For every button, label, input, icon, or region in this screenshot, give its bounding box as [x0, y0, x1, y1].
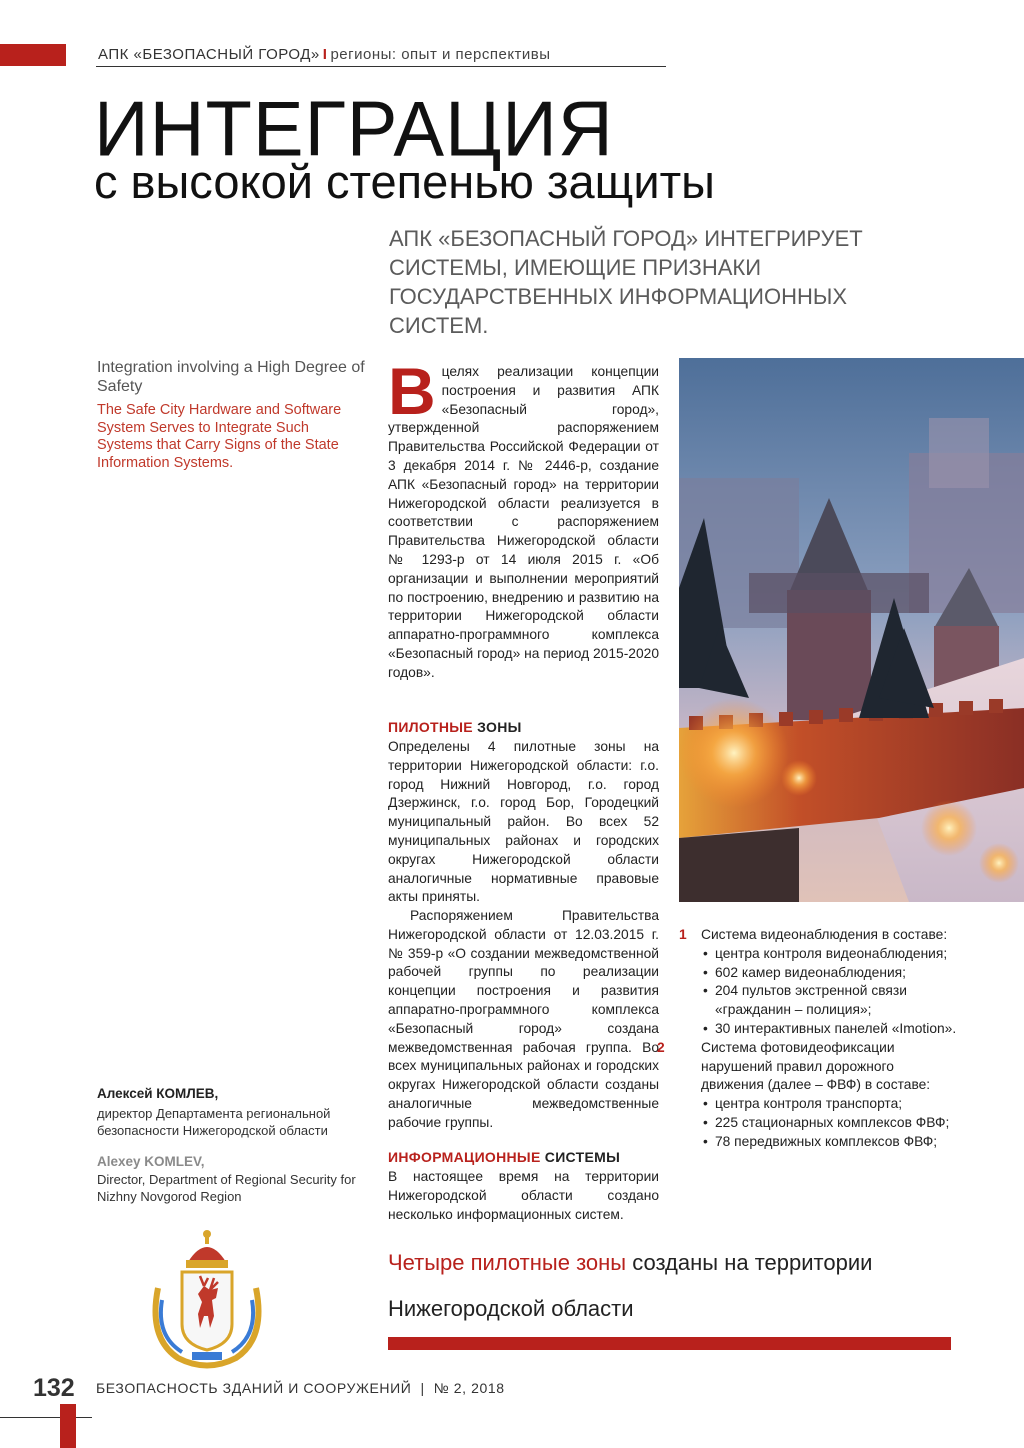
author-name: Алексей КОМЛЕВ,	[97, 1086, 219, 1101]
article-subtitle: с высокой степенью защиты	[94, 155, 715, 208]
header-rule	[96, 66, 666, 67]
list-item	[679, 926, 959, 1039]
bullet-item: • центра контроля видеонаблюдения;	[703, 945, 959, 964]
heading-red-part: ИНФОРМАЦИОННЫЕ	[388, 1149, 541, 1165]
author-position: директор Департамента региональной безопасности Нижегородской области	[97, 1106, 331, 1138]
article-paragraph-2: Определены 4 пилотные зоны на территории Нижегородской области: г.о. город Нижний Новгород, г.о. город Дзержинск, г.о. город Бор, Городецкий муниципальный район. Во всех 52 муниципальных районах и городских округах Нижегородской области аналогичные нормативные правовые акты приняты.	[388, 739, 659, 905]
list-item-text: Система видеонаблюдения в составе:	[701, 927, 948, 942]
running-header	[98, 46, 551, 63]
footer-accent-block	[60, 1404, 76, 1448]
list-number: 1	[679, 927, 687, 942]
footer-divider: |	[420, 1380, 425, 1396]
english-subtitle: The Safe City Hardware and Software System Serves to Integrate Such Systems that Carry Signs of the State Information Systems.	[97, 402, 342, 471]
drop-cap: В	[388, 354, 436, 428]
bullet-item: • центра контроля транспорта;	[703, 1095, 959, 1114]
bullet-item: • 30 интерактивных панелей «Imotion».	[703, 1020, 959, 1039]
bullet-item: • 78 передвижных комплексов ФВФ;	[703, 1133, 959, 1152]
footer-rule	[0, 1417, 92, 1418]
article-lead: АПК «БЕЗОПАСНЫЙ ГОРОД» ИНТЕГРИРУЕТ СИСТЕМЫ, ИМЕЮЩИЕ ПРИЗНАКИ ГОСУДАРСТВЕННЫХ ИНФОРМАЦИОННЫХ СИСТЕМ.	[389, 226, 863, 338]
list-item-text: Система фотовидеофиксации нарушений правил дорожного движения (далее – ФВФ) в составе:	[701, 1039, 931, 1093]
pull-quote-highlight: Четыре пилотные зоны	[388, 1250, 627, 1275]
bullet-item: • 225 стационарных комплексов ФВФ;	[703, 1114, 959, 1133]
heading-rest-part: ЗОНЫ	[472, 719, 522, 735]
section-heading-info-systems	[388, 1149, 620, 1165]
english-title: Integration involving a High Degree of Safety	[97, 359, 365, 395]
paragraph-1-text: целях реализации концепции построения и развития АПК «Безопасный город», утвержденной распоряжением Правительства Российской Федерации от 3 декабря 2014 г. № 2446-р, создание АПК «Безопасный город» на территории Нижегородской области реализуется в соответствии с распоряжением Правительства Нижегородской области № 1293-р от 14 июля 2015 г. «Об организации и выполнении мероприятий по построению, внедрению и развитию на территории Нижегородской области аппаратно-программного комплекса «Безопасный город» на период 2015-2020 годов».	[388, 364, 659, 680]
footer-journal	[96, 1380, 505, 1396]
bullet-list	[679, 1095, 959, 1151]
author-position-en: Director, Department of Regional Security for Nizhny Novgorod Region	[97, 1172, 356, 1204]
kremlin-photo	[679, 358, 1024, 902]
journal-name: БЕЗОПАСНОСТЬ ЗДАНИЙ И СООРУЖЕНИЙ	[96, 1380, 412, 1396]
list-number: 2	[657, 1039, 665, 1055]
bullet-list	[679, 945, 959, 1039]
heading-rest-part: СИСТЕМЫ	[540, 1149, 621, 1165]
bullet-item: • 602 камер видеонаблюдения;	[703, 964, 959, 983]
kremlin-photo-image	[679, 358, 1024, 902]
article-paragraph-4: В настоящее время на территории Нижегородской области создано несколько информационных систем.	[388, 1169, 659, 1222]
author-name-en: Alexey KOMLEV,	[97, 1154, 205, 1169]
section-heading-pilot-zones	[388, 719, 522, 735]
coat-of-arms-icon	[148, 1228, 266, 1370]
page-number: 132	[33, 1374, 75, 1402]
header-separator: I	[322, 46, 328, 63]
pull-quote-bar	[388, 1337, 951, 1350]
list-item	[657, 1039, 959, 1152]
bullet-item: • 204 пультов экстренной связи «гражданин – полиция»;	[703, 982, 959, 1020]
systems-list	[657, 926, 959, 1152]
journal-issue: № 2, 2018	[433, 1380, 505, 1396]
heading-red-part: ПИЛОТНЫЕ	[388, 719, 473, 735]
pull-quote-text: созданы на территории Нижегородской области	[388, 1250, 873, 1321]
header-accent-block	[0, 44, 66, 66]
article-paragraph-1	[388, 354, 659, 683]
article-title: ИНТЕГРАЦИЯ	[94, 86, 614, 173]
pull-quote	[388, 1240, 958, 1332]
header-section: АПК «БЕЗОПАСНЫЙ ГОРОД»	[98, 46, 320, 63]
header-subsection: регионы: опыт и перспективы	[330, 46, 551, 63]
article-paragraph-3: Распоряжением Правительства Нижегородской области от 12.03.2015 г. № 359-р «О создании межведомственной рабочей группы по реализации концепции построения и развития аппаратно-программного комплекса «Безопасный город» создана межведомственная рабочая группа. Во всех муниципальных районах и городских округах Нижегородской области созданы аналогичные межведомственные рабочие группы.	[388, 908, 659, 1130]
